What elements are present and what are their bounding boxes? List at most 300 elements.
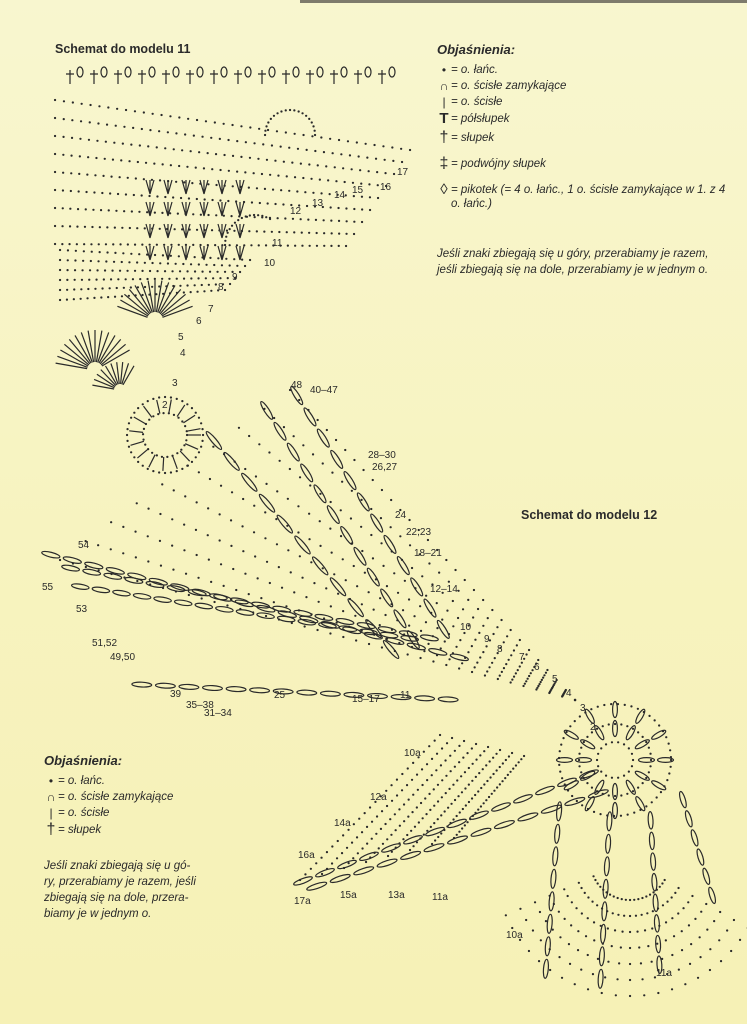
row-label: 12–14: [430, 584, 458, 595]
stitch-cluster: [164, 246, 172, 260]
model12-diagram: [41, 385, 747, 996]
stitch-mark: [138, 70, 146, 84]
treble-stitch: [353, 865, 374, 876]
stitch-mark: [173, 456, 178, 469]
treble-stitch: [702, 868, 711, 885]
treble-stitch: [547, 914, 553, 933]
treble-stitch: [215, 606, 233, 613]
stitch-cluster: [164, 224, 172, 238]
treble-stitch: [369, 513, 384, 533]
row-label: 5: [178, 332, 184, 343]
legend-text: = o. łańc.: [451, 64, 498, 76]
treble-stitch: [41, 550, 60, 559]
treble-stitch: [601, 902, 607, 921]
picot: [269, 67, 275, 77]
row-label: 8: [497, 644, 503, 655]
treble-stitch: [154, 596, 172, 603]
treble-stitch: [543, 959, 549, 978]
chain-stitch-row: [454, 756, 524, 838]
note-line: zbiegają się na dole, przera-: [44, 892, 189, 904]
treble-stitch: [286, 442, 301, 462]
stitch-mark: [258, 70, 266, 84]
stitch-cluster: [200, 224, 208, 238]
chain-stitch-row: [55, 118, 402, 162]
stitch-mark: [187, 429, 201, 432]
stitch-mark: [149, 455, 155, 468]
treble-stitch: [272, 605, 291, 613]
row-label: 11: [400, 690, 411, 701]
stitch-mark: [354, 70, 362, 84]
row-label: 17a: [294, 896, 311, 907]
stitch-mark: [137, 449, 148, 458]
stitch-mark: [177, 405, 185, 417]
row-label: 25: [274, 690, 286, 701]
stitch-cluster: [200, 246, 208, 260]
stitch-mark: [169, 400, 172, 414]
row-label: 48: [291, 380, 303, 391]
stitch-mark: [378, 70, 386, 84]
stitch-mark: [66, 70, 74, 84]
treble-stitch: [329, 449, 344, 469]
arc-icon: ∩: [439, 79, 449, 93]
picot: [197, 67, 203, 77]
chain-stitch-row: [55, 154, 386, 186]
treble-stitch: [125, 576, 144, 584]
treble-stitch: [690, 829, 699, 846]
picot: [149, 67, 155, 77]
treble-stitch: [297, 690, 317, 696]
treble-stitch: [550, 869, 556, 888]
treble-stitch: [598, 969, 604, 988]
model12-title: Schemat do modelu 12: [521, 508, 658, 522]
treble-stitch: [320, 691, 340, 697]
picot: [221, 67, 227, 77]
chain-stitch-row: [188, 466, 575, 700]
treble-stitch: [392, 609, 407, 629]
legend-text: = o. ścisłe zamykające: [58, 791, 174, 803]
row-label: 3: [580, 703, 586, 714]
treble-stitch: [276, 514, 295, 535]
treble-stitch: [104, 572, 123, 580]
picot: [389, 67, 395, 77]
chain-stitch-row: [344, 741, 464, 868]
treble-stitch: [330, 873, 351, 884]
double-cross-icon: ‡: [439, 155, 449, 172]
row-label: 11: [272, 238, 283, 249]
chain-stitch-row: [579, 883, 679, 916]
treble-stitch: [423, 842, 444, 853]
row-label: 3: [172, 378, 178, 389]
chain-stitch-row: [60, 278, 235, 280]
picot: [317, 67, 323, 77]
dot-icon: •: [48, 774, 54, 788]
treble-stitch: [259, 400, 274, 420]
row-label: 28–30: [368, 450, 396, 461]
row-label: 5: [552, 674, 558, 685]
chain-stitch-row: [290, 390, 575, 700]
row-label: 9: [232, 272, 238, 283]
row-label: 15: [352, 185, 364, 196]
row-label: 53: [76, 604, 88, 615]
treble-stitch: [202, 685, 222, 691]
treble-stitch: [650, 853, 656, 871]
stitch-mark: [163, 457, 164, 471]
treble-stitch: [707, 887, 716, 904]
chain-stitch-row: [55, 208, 362, 222]
treble-stitch: [342, 470, 357, 490]
treble-stitch: [396, 555, 411, 575]
picot: [101, 67, 107, 77]
stitch-mark: [134, 417, 146, 424]
treble-stitch: [133, 593, 151, 600]
row-label: 12: [290, 206, 302, 217]
row-label: 11a: [656, 968, 672, 979]
row-label: 49,50: [110, 652, 136, 663]
stroke-icon: |: [49, 806, 53, 820]
row-label: 51,52: [92, 638, 118, 649]
chain-stitch-row: [60, 284, 230, 290]
treble-stitch: [625, 779, 637, 795]
stitch-cluster: [200, 180, 208, 194]
treble-stitch: [580, 738, 596, 750]
stitch-mark: [144, 406, 152, 417]
treble-stitch: [557, 758, 573, 763]
row-label: 40–47: [310, 385, 338, 396]
row-label: 14a: [334, 818, 351, 829]
treble-stitch: [649, 832, 655, 850]
chain-stitch-row: [55, 244, 346, 246]
stitch-mark: [330, 70, 338, 84]
treble-stitch: [651, 729, 667, 741]
chain-stitch-row: [60, 270, 240, 272]
treble-stitch: [613, 702, 618, 718]
stitch-mark: [180, 451, 190, 461]
row-label: 9: [484, 634, 490, 645]
stitch-mark: [210, 70, 218, 84]
stitch-cluster: [218, 202, 226, 216]
treble-stitch: [403, 834, 423, 845]
chain-stitch-row: [535, 902, 720, 964]
treble-stitch: [359, 851, 379, 862]
chain-stitch-row: [111, 522, 575, 700]
cross-icon: †: [46, 821, 56, 838]
treble-stitch: [541, 804, 562, 815]
row-label: 6: [196, 316, 202, 327]
treble-stitch: [250, 687, 270, 693]
stitch-cluster: [146, 180, 154, 194]
treble-stitch: [604, 857, 610, 876]
stitch-mark: [183, 415, 195, 423]
stitch-cluster: [218, 180, 226, 194]
treble-stitch: [213, 593, 232, 602]
treble-stitch: [195, 602, 213, 609]
row-label: 13: [312, 198, 324, 209]
chain-stitch-row: [137, 503, 575, 700]
row-label: 7: [519, 652, 525, 663]
legend-text: = pikotek (= 4 o. łańc., 1 o. ścisłe zamykające w 1. z 4 o. łańc.): [451, 184, 726, 210]
row-label: 22,23: [406, 527, 432, 538]
treble-stitch: [356, 492, 371, 512]
legend-text: = półsłupek: [451, 113, 510, 125]
row-label: 15a: [340, 890, 357, 901]
stitch-mark: [306, 70, 314, 84]
treble-stitch: [112, 589, 130, 596]
treble-stitch: [316, 428, 331, 448]
treble-stitch: [548, 892, 554, 911]
treble-stitch: [127, 572, 146, 581]
treble-stitch: [420, 634, 439, 642]
stitch-mark: [131, 441, 144, 445]
legend-heading: Objaśnienia:: [44, 753, 123, 768]
picot: [173, 67, 179, 77]
treble-stitch: [326, 505, 341, 525]
model11-diagram: [55, 67, 410, 473]
note-line: biamy je w jednym o.: [44, 908, 152, 920]
row-label: 39: [170, 689, 182, 700]
chain-stitch-row: [366, 744, 476, 862]
chain-stitch-row: [60, 260, 245, 266]
legend-text: = słupek: [451, 132, 495, 144]
treble-stitch: [336, 617, 355, 625]
row-label: 15–17: [352, 694, 380, 705]
treble-stitch: [258, 493, 277, 514]
picot: [341, 67, 347, 77]
treble-stitch: [415, 695, 435, 701]
chain-stitch-row: [432, 753, 512, 844]
treble-stitch: [625, 725, 637, 741]
row-label: 10a: [506, 930, 523, 941]
stitch-cluster: [146, 246, 154, 260]
stitch-mark: [186, 70, 194, 84]
stitch-mark: [234, 70, 242, 84]
legend-text: = słupek: [58, 824, 102, 836]
legend-text: = podwójny słupek: [451, 158, 546, 170]
treble-stitch: [376, 858, 397, 869]
stitch-cluster: [146, 224, 154, 238]
stitch-cluster: [182, 202, 190, 216]
row-label: 2: [590, 722, 596, 733]
stitch-cluster: [236, 202, 244, 216]
treble-stitch: [470, 827, 491, 838]
legend-text: = o. ścisłe: [58, 807, 110, 819]
treble-stitch: [494, 819, 515, 830]
row-label: 4: [566, 688, 572, 699]
chain-stitch-row: [550, 896, 707, 948]
treble-stitch: [132, 682, 152, 688]
treble-stitch: [71, 583, 89, 590]
treble-stitch: [684, 810, 693, 827]
treble-stitch: [552, 847, 558, 866]
treble-stitch: [634, 738, 650, 750]
chain-stitch-row: [597, 742, 633, 777]
treble-stitch: [179, 684, 199, 690]
picot: [293, 67, 299, 77]
chain-stitch-row: [55, 100, 410, 150]
row-label: 16: [380, 182, 392, 193]
treble-stitch: [155, 683, 175, 689]
chain-stitch-row: [55, 172, 378, 198]
stitch-mark: [282, 70, 290, 84]
treble-stitch: [382, 534, 397, 554]
row-label: 26,27: [372, 462, 398, 473]
chain-stitch-row: [579, 724, 651, 796]
chain-stitch-row: [55, 136, 394, 174]
treble-stitch: [651, 873, 657, 891]
treble-stitch: [605, 834, 611, 853]
chain-stitch-row: [265, 110, 315, 135]
treble-stitch: [209, 593, 228, 601]
treble-stitch: [337, 859, 357, 870]
row-label: 12a: [370, 792, 387, 803]
row-label: 24: [395, 510, 407, 521]
stitch-mark: [162, 70, 170, 84]
treble-stitch: [409, 577, 424, 597]
treble-stitch: [226, 686, 246, 692]
row-label: 8: [218, 282, 224, 293]
row-label: 35–38: [186, 700, 214, 711]
treble-stitch: [678, 791, 687, 808]
treble-stitch: [61, 564, 80, 572]
chain-stitch-row: [388, 747, 488, 856]
treble-stitch: [400, 850, 421, 861]
treble-stitch: [593, 779, 605, 795]
stitch-cluster: [236, 180, 244, 194]
treble-stitch: [513, 793, 533, 804]
t-icon: T: [439, 110, 449, 127]
row-label: 55: [42, 582, 54, 593]
treble-stitch: [92, 586, 110, 593]
treble-stitch: [436, 619, 451, 639]
treble-stitch: [517, 811, 538, 822]
treble-stitch: [469, 809, 489, 820]
treble-stitch: [535, 785, 555, 796]
stitch-cluster: [182, 246, 190, 260]
picot-icon: ◊: [440, 181, 448, 198]
stitch-cluster: [236, 246, 244, 260]
row-label: 54: [78, 540, 90, 551]
treble-stitch: [438, 697, 458, 703]
row-label: 18–21: [414, 548, 442, 559]
legend-heading: Objaśnienia:: [437, 42, 516, 57]
treble-stitch: [545, 937, 551, 956]
stitch-cluster: [146, 202, 154, 216]
chain-stitch-row: [60, 560, 575, 700]
treble-stitch: [599, 947, 605, 966]
treble-stitch: [634, 770, 650, 782]
treble-stitch: [491, 801, 511, 812]
treble-stitch: [306, 881, 327, 892]
treble-stitch: [379, 588, 394, 608]
stitch-cluster: [164, 180, 172, 194]
treble-stitch: [293, 875, 313, 886]
treble-stitch: [302, 407, 317, 427]
chain-stitch-row: [143, 413, 187, 457]
stitch-cluster: [182, 180, 190, 194]
stitch-mark: [157, 400, 160, 414]
chain-stitch-row: [225, 215, 270, 245]
treble-stitch: [554, 824, 560, 843]
treble-stitch: [653, 894, 659, 912]
treble-stitch: [634, 708, 646, 724]
note-line: ry, przerabiamy je razem, jeśli: [44, 876, 196, 888]
treble-stitch: [272, 421, 287, 441]
treble-stitch: [366, 567, 381, 587]
treble-stitch: [188, 589, 207, 597]
stitch-mark: [90, 70, 98, 84]
dot-icon: •: [441, 63, 447, 77]
treble-stitch: [293, 535, 312, 556]
legend-text: = o. ścisłe: [451, 96, 503, 108]
row-label: 31–34: [204, 708, 232, 719]
model11-note: Jeśli znaki zbiegają się u góry, przerabiamy je razem, jeśli zbiegają się na dole, przerabiamy je w jednym o.: [437, 248, 709, 276]
row-label: 4: [180, 348, 186, 359]
treble-stitch: [606, 812, 612, 831]
treble-stitch: [299, 463, 314, 483]
row-label: 17: [397, 167, 409, 178]
treble-stitch: [425, 826, 445, 837]
treble-stitch: [603, 879, 609, 898]
treble-stitch: [422, 598, 437, 618]
chain-stitch-row: [506, 915, 747, 996]
row-label: 10a: [404, 748, 421, 759]
treble-stitch: [174, 599, 192, 606]
picot: [77, 67, 83, 77]
legend-text: = o. łańc.: [58, 775, 105, 787]
stitch-mark: [114, 70, 122, 84]
treble-stitch: [447, 818, 467, 829]
arc-icon: ∩: [46, 790, 56, 804]
chain-stitch-row: [564, 889, 692, 932]
picot: [125, 67, 131, 77]
picot: [365, 67, 371, 77]
row-label: 11a: [432, 892, 448, 903]
stitch-cluster: [182, 224, 190, 238]
treble-stitch: [205, 430, 224, 451]
row-label: 10: [264, 258, 276, 269]
treble-stitch: [447, 834, 468, 845]
treble-stitch: [236, 609, 254, 616]
treble-stitch: [450, 653, 469, 662]
note-line: Jeśli znaki zbiegają się u gó-: [44, 860, 191, 872]
treble-stitch: [696, 848, 705, 865]
picot: [245, 67, 251, 77]
stroke-icon: |: [442, 95, 446, 109]
row-label: 2: [162, 400, 168, 411]
model11-title: Schemat do modelu 11: [55, 42, 191, 56]
treble-stitch: [311, 556, 330, 577]
treble-stitch: [352, 546, 367, 566]
row-label: 6: [534, 662, 540, 673]
treble-stitch: [600, 924, 606, 943]
legend-text: = o. ścisłe zamykające: [451, 80, 567, 92]
chain-stitch-row: [162, 484, 575, 700]
treble-stitch: [563, 729, 579, 741]
treble-stitch: [648, 811, 654, 829]
row-label: 16a: [298, 850, 315, 861]
treble-stitch: [240, 472, 259, 493]
stitch-mark: [129, 431, 143, 433]
row-label: 14: [334, 190, 346, 201]
treble-stitch: [654, 915, 660, 933]
row-label: 10: [460, 622, 472, 633]
chain-stitch-row: [322, 738, 452, 874]
stitch-mark: [117, 306, 147, 317]
stitch-mark: [185, 444, 198, 450]
cross-icon: †: [439, 129, 449, 146]
row-label: 13a: [388, 890, 405, 901]
chain-stitch-row: [239, 428, 575, 700]
row-label: 7: [208, 304, 214, 315]
